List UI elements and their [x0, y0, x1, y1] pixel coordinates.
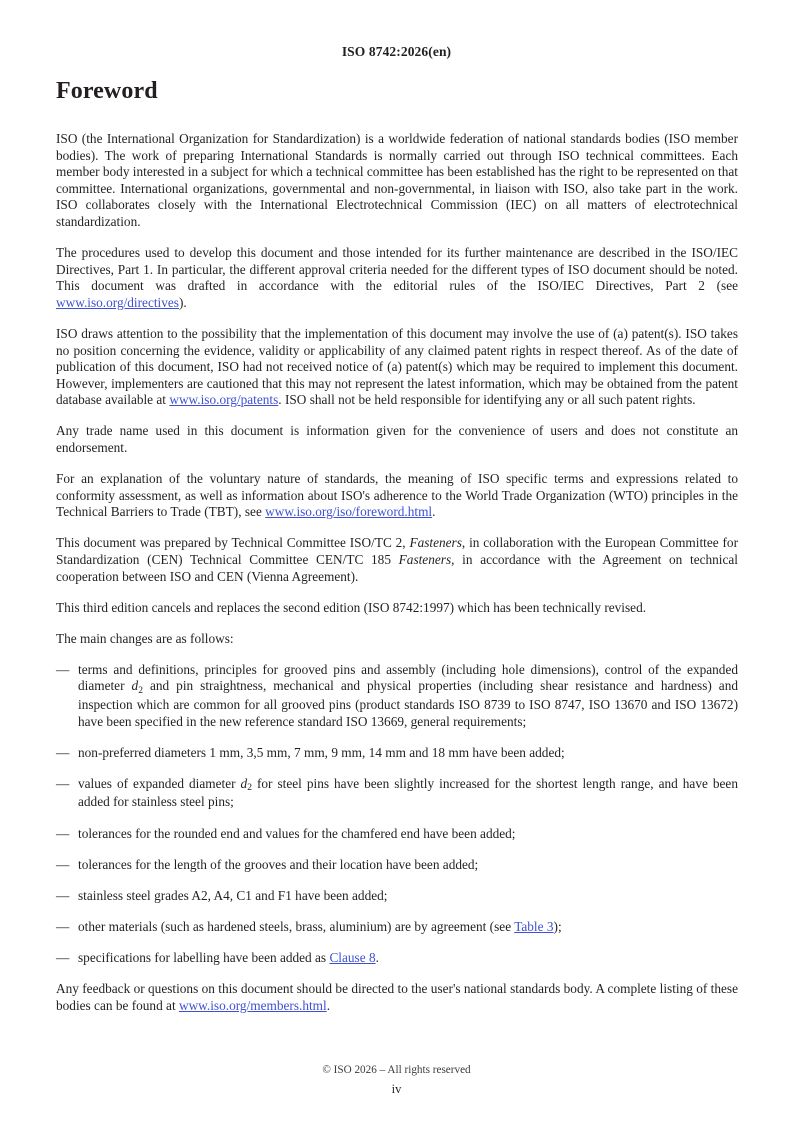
paragraph-voluntary-text-1: For an explanation of the voluntary nature of standards, the meaning of ISO specific terms and expressions related to conformity assessment, as well as information about ISO's adherence to the World Trade Organization (WTO) principles in the Technical Barriers to Trade (TBT), see [56, 471, 738, 520]
footer-copyright: © ISO 2026 – All rights reserved [322, 1064, 471, 1076]
link-iso-members[interactable]: www.iso.org/members.html [178, 997, 327, 1013]
em-dash-marker: — [56, 918, 70, 934]
list-item-text-1: other materials (such as hardened steels, brass, aluminium) are by agreement (see [78, 918, 515, 934]
list-item-text-1: tolerances for the length of the grooves and their location have been added; [78, 856, 479, 872]
list-item [56, 745, 738, 762]
paragraph-edition: This third edition cancels and replaces the second edition (ISO 8742:1997) which has been technically revised. [56, 599, 647, 615]
paragraph-procedures [56, 245, 738, 311]
list-item [56, 919, 738, 936]
paragraph-trade-name: Any trade name used in this document is information given for the convenience of users and does not constitute an endorsement. [56, 423, 738, 455]
list-item [56, 826, 738, 843]
paragraph-procedures-text-2: ). [178, 294, 187, 310]
paragraph-feedback [56, 981, 738, 1014]
list-item [56, 857, 738, 874]
list-item-text-1: specifications for labelling have been added as [78, 949, 330, 965]
variable-d: d [131, 678, 139, 694]
em-dash-marker: — [56, 661, 70, 677]
em-dash-marker: — [56, 887, 70, 903]
variable-d: d [240, 775, 248, 791]
list-item-text-1: non-preferred diameters 1 mm, 3,5 mm, 7 mm, 9 mm, 14 mm and 18 mm have been added; [78, 744, 565, 760]
link-iso-foreword[interactable]: www.iso.org/iso/foreword.html [265, 504, 433, 520]
subscript-2: 2 [247, 782, 252, 794]
list-item-text-1: terms and definitions, principles for grooved pins and assembly (including hole dimensions), control of the expanded diameter [78, 661, 738, 694]
paragraph-committee-text-2: , in collaboration with the European Committee for Standardization (CEN) Technical Committee CEN/TC 185 [56, 535, 738, 567]
running-head: ISO 8742:2026(en) [341, 44, 452, 59]
list-item-text-2: for steel pins have been slightly increased for the shortest length range, and have been added for stainless steel pins; [78, 775, 738, 810]
link-iso-directives[interactable]: www.iso.org/directives [56, 294, 179, 310]
list-item-text-1: stainless steel grades A2, A4, C1 and F1 have been added; [78, 887, 388, 903]
page-content [56, 78, 738, 1029]
paragraph-patents-text-2: . ISO shall not be held responsible for identifying any or all such patent rights. [278, 392, 696, 408]
list-item-text-2: ); [553, 918, 562, 934]
em-dash-marker: — [56, 775, 70, 791]
link-table-3[interactable]: Table 3 [514, 918, 554, 934]
paragraph-patents-text-1: ISO draws attention to the possibility that the implementation of this document may involve the use of (a) patent(s). ISO takes no position concerning the evidence, validity or applicability of any claimed patent rights in respect thereof. As of the date of publication of this document, ISO had not received notice of (a) patent(s) which may be required to implement this document. However, implementers are cautioned that this may not represent the latest information, which may be obtained from the patent database available at [56, 325, 738, 408]
paragraph-voluntary-text-2: . [432, 504, 436, 520]
em-dash-marker: — [56, 856, 70, 872]
link-clause-8[interactable]: Clause 8 [329, 949, 376, 965]
paragraph-feedback-text-1: Any feedback or questions on this document should be directed to the user's national standards body. A complete listing of these bodies can be found at [56, 980, 738, 1013]
paragraph-committee [56, 535, 738, 585]
changes-list [56, 662, 738, 967]
list-item-text-2: . [375, 949, 379, 965]
list-item-text-1: tolerances for the rounded end and values for the chamfered end have been added; [78, 825, 516, 841]
paragraph-feedback-text-2: . [326, 997, 331, 1013]
paragraph-procedures-text-1: The procedures used to develop this document and those intended for its further maintenance are described in the ISO/IEC Directives, Part 1. In particular, the different approval criteria needed for the different types of ISO document should be noted. This document was drafted in accordance with the editorial rules of the ISO/IEC Directives, Part 2 (see [56, 245, 738, 294]
list-item [56, 950, 738, 967]
subscript-2: 2 [138, 685, 143, 697]
em-dash-marker: — [56, 744, 70, 760]
em-dash-marker: — [56, 949, 70, 965]
list-item [56, 776, 738, 811]
list-item [56, 662, 738, 730]
paragraph-patents [56, 326, 738, 409]
paragraph-main-changes-intro: The main changes are as follows: [56, 630, 234, 646]
link-iso-patents[interactable]: www.iso.org/patents [169, 392, 279, 408]
paragraph-committee-text-1: This document was prepared by Technical Committee ISO/TC 2, [56, 535, 410, 551]
committee-title-italic-2: Fasteners [398, 551, 452, 567]
paragraph-voluntary-nature [56, 471, 738, 521]
footer-page-number: iv [391, 1082, 402, 1096]
list-item-text-2: and pin straightness, mechanical and physical properties (including shear resistance and hardness) and inspection which are common for all grooved pins (product standards ISO 8739 to ISO 8747, ISO 13670 and ISO 13672) have been specified in the new reference standard ISO 13669, general requirements; [78, 678, 739, 729]
list-item-text-1: values of expanded diameter [78, 775, 241, 791]
page-title: Foreword [56, 78, 158, 104]
paragraph-committee-text-3: , in accordance with the Agreement on technical cooperation between ISO and CEN (Vienna Agreement). [56, 551, 738, 584]
committee-title-italic-1: Fasteners [409, 535, 462, 551]
list-item [56, 888, 738, 905]
em-dash-marker: — [56, 825, 70, 841]
paragraph-iso-intro: ISO (the International Organization for Standardization) is a worldwide federation of national standards bodies (ISO member bodies). The work of preparing International Standards is normally carried out through ISO technical committees. Each member body interested in a subject for which a technical committee has been established has the right to be represented on that committee. International organizations, governmental and non-governmental, in liaison with ISO, also take part in the work. ISO collaborates closely with the International Electrotechnical Commission (IEC) on all matters of electrotechnical standardization. [56, 131, 738, 229]
